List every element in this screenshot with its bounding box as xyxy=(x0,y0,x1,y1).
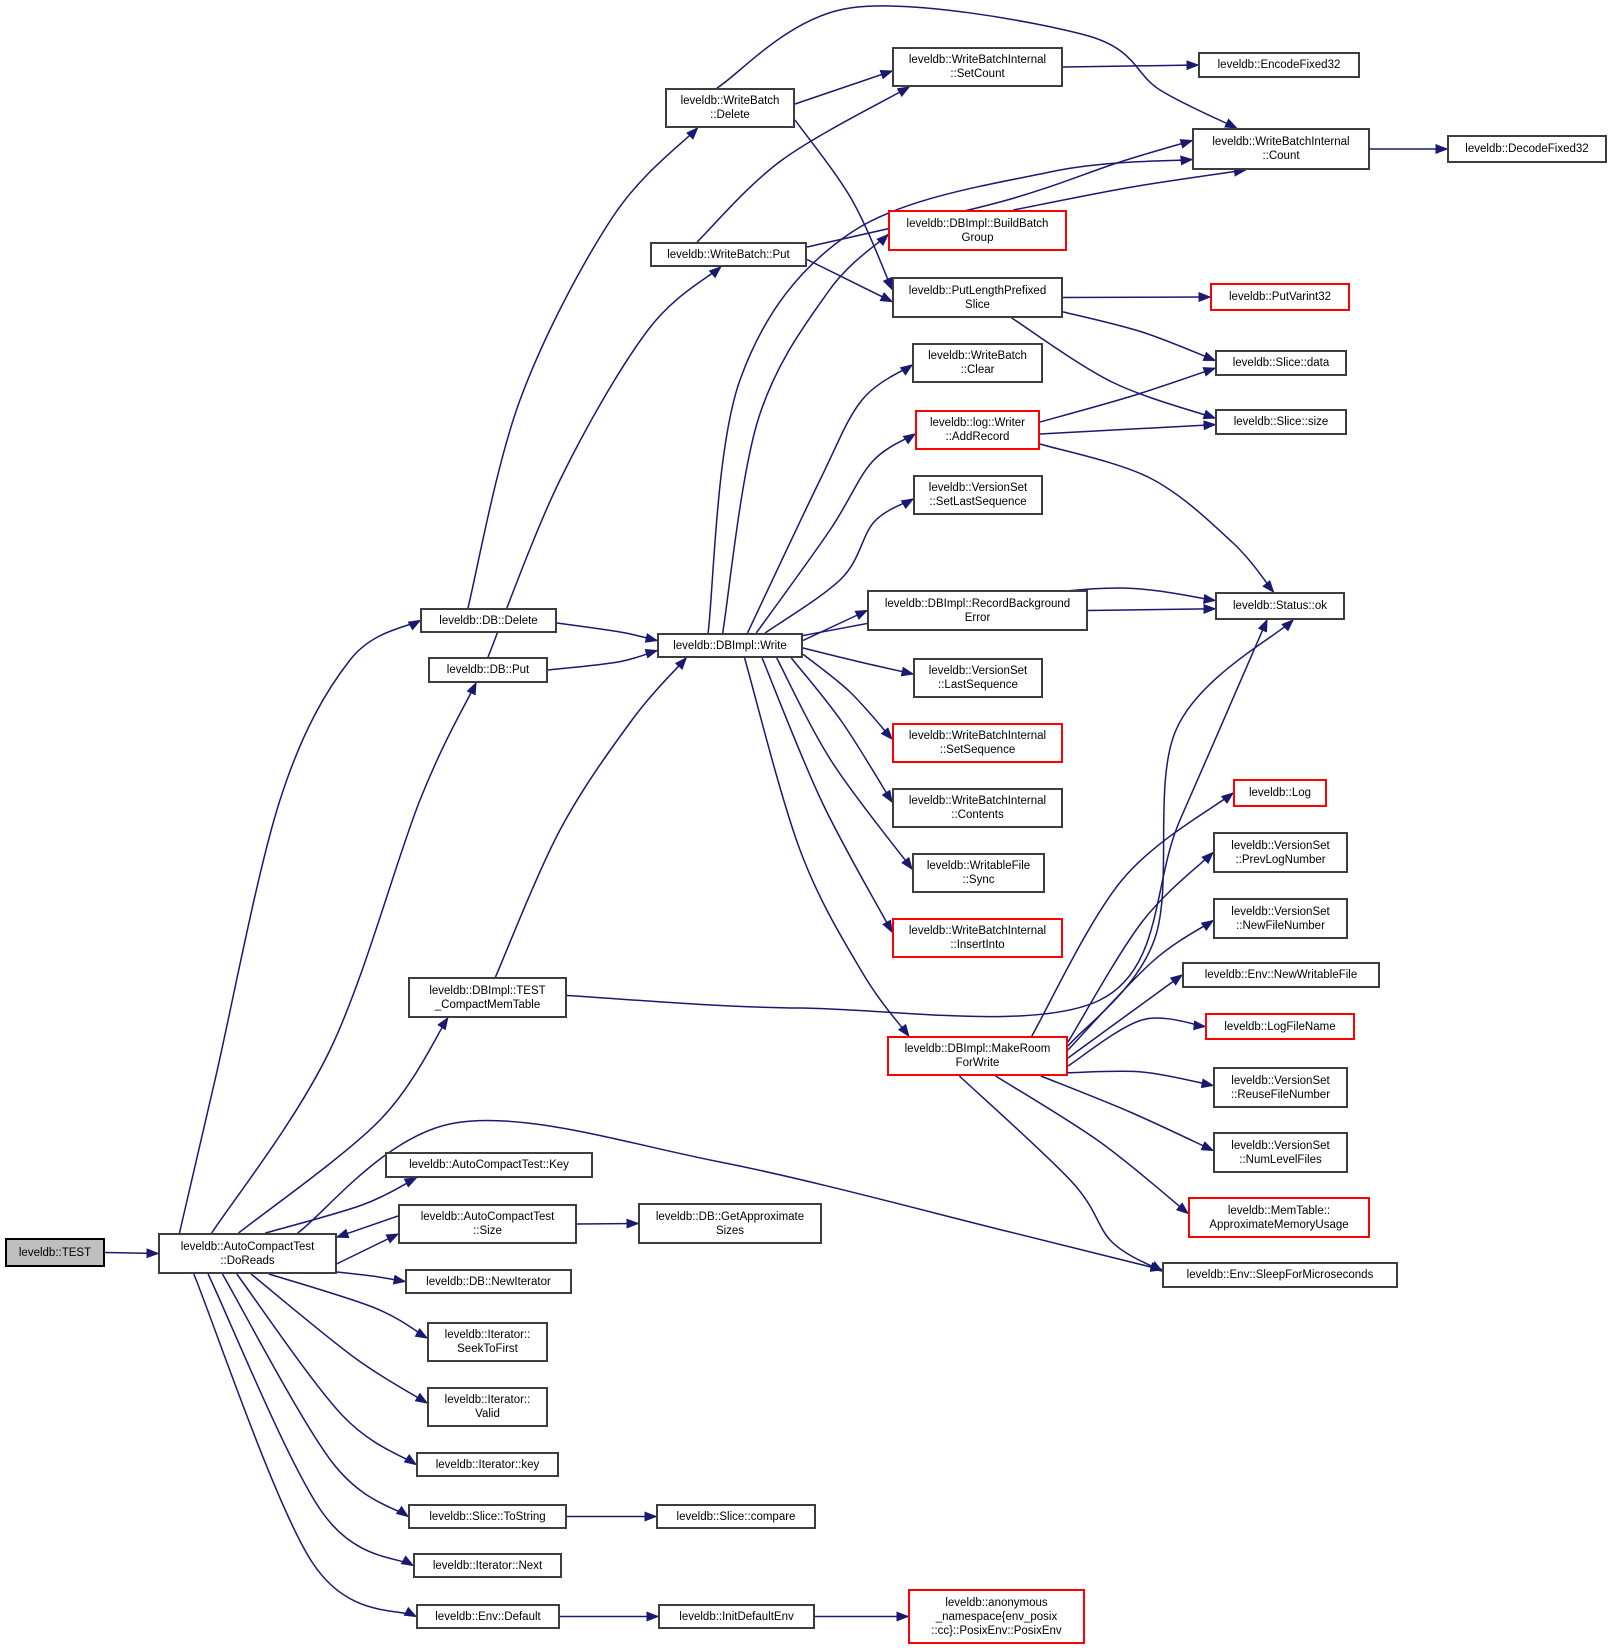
edge-put_length-to-put_varint32 xyxy=(1063,297,1210,298)
graph-node-make-room[interactable] xyxy=(887,1036,1068,1076)
graph-node-add-record[interactable] xyxy=(915,410,1040,450)
graph-node-label: ::Contents xyxy=(951,809,1004,821)
graph-node-label: ::NewFileNumber xyxy=(1236,919,1325,932)
edge-do_reads-to-valid xyxy=(251,1274,427,1403)
edge-make_room-to-reuse_file_num xyxy=(1068,1071,1213,1085)
graph-node-label: leveldb::DBImpl::MakeRoom xyxy=(904,1043,1051,1055)
graph-node-label: leveldb::AutoCompactTest xyxy=(420,1211,555,1223)
graph-node-wb-delete[interactable] xyxy=(665,88,795,128)
graph-node-label: Error xyxy=(964,611,991,624)
graph-node-approx-mem[interactable] xyxy=(1188,1197,1370,1238)
edge-make_room-to-prev_log xyxy=(1068,853,1213,1043)
graph-node-label: leveldb::TEST xyxy=(18,1246,92,1259)
graph-node-label: Sizes xyxy=(715,1224,745,1237)
graph-node-next[interactable] xyxy=(413,1553,562,1578)
graph-node-label: leveldb::LogFileName xyxy=(1224,1020,1336,1033)
graph-node-env-default[interactable] xyxy=(416,1604,560,1629)
edge-size-to-do_reads xyxy=(337,1216,398,1237)
graph-node-key[interactable] xyxy=(385,1152,593,1178)
graph-node-set-sequence[interactable] xyxy=(892,723,1063,763)
graph-node-get-approx[interactable] xyxy=(638,1203,822,1244)
graph-node-label: ::AddRecord xyxy=(945,431,1010,443)
graph-node-last-seq[interactable] xyxy=(913,658,1043,698)
graph-node-sleep-micro[interactable] xyxy=(1162,1262,1398,1288)
edge-dbimpl_write-to-contents xyxy=(791,658,892,802)
graph-node-label: leveldb::Slice::size xyxy=(1233,416,1329,428)
graph-node-build-batch[interactable] xyxy=(888,210,1067,251)
graph-node-to-string[interactable] xyxy=(408,1504,567,1529)
edge-dbimpl_write-to-sync xyxy=(777,658,912,869)
graph-node-size[interactable] xyxy=(398,1204,577,1244)
graph-node-slice-compare[interactable] xyxy=(656,1504,816,1529)
graph-node-decode-fixed32[interactable] xyxy=(1447,135,1607,163)
graph-node-contents[interactable] xyxy=(892,788,1063,828)
edge-size-to-get_approx xyxy=(577,1224,638,1225)
graph-node-label: leveldb::VersionSet xyxy=(1231,905,1330,918)
graph-node-label: ::PrevLogNumber xyxy=(1235,853,1326,866)
edge-put_length-to-slice_data xyxy=(1063,312,1215,361)
graph-node-num-level-files[interactable] xyxy=(1213,1132,1348,1173)
graph-node-label: leveldb::DBImpl::RecordBackground xyxy=(884,597,1071,610)
graph-node-label: leveldb::WriteBatchInternal xyxy=(908,925,1047,937)
graph-node-dbimpl-write[interactable] xyxy=(657,633,803,658)
graph-node-label: leveldb::DB::GetApproximate xyxy=(655,1210,805,1223)
edge-make_room-to-num_level_files xyxy=(1041,1076,1213,1150)
edge-do_reads-to-size xyxy=(337,1234,398,1264)
edge-do_reads-to-next xyxy=(208,1274,413,1566)
graph-node-new-writable[interactable] xyxy=(1182,962,1380,988)
graph-node-label: leveldb::DBImpl::TEST xyxy=(429,984,546,997)
graph-node-encode-fixed32[interactable] xyxy=(1198,52,1360,78)
graph-node-label: leveldb::PutVarint32 xyxy=(1228,291,1332,303)
graph-node-label: ::Sync xyxy=(962,874,995,886)
graph-node-set-count[interactable] xyxy=(892,47,1063,87)
graph-node-label: Valid xyxy=(475,1408,500,1420)
graph-node-label: ::LastSequence xyxy=(938,679,1018,691)
graph-node-label: ::SetLastSequence xyxy=(929,496,1027,508)
graph-node-label: leveldb::AutoCompactTest xyxy=(180,1240,315,1253)
graph-node-label: ::Delete xyxy=(710,109,750,121)
graph-node-label: leveldb::DB::NewIterator xyxy=(426,1275,551,1288)
graph-node-label: leveldb::WriteBatch xyxy=(680,95,780,107)
graph-node-label: leveldb::Log xyxy=(1248,787,1312,799)
graph-node-label: ::SetSequence xyxy=(939,744,1016,756)
graph-node-count[interactable] xyxy=(1192,128,1370,170)
graph-node-status-ok[interactable] xyxy=(1215,592,1345,620)
edge-make_room-to-sleep_micro xyxy=(959,1076,1162,1271)
graph-node-label: leveldb::Status::ok xyxy=(1233,600,1327,612)
edge-dbimpl_write-to-build_batch xyxy=(723,235,888,633)
graph-node-new-file-num[interactable] xyxy=(1213,898,1348,939)
graph-node-label: leveldb::DB::Put xyxy=(446,664,530,676)
edge-do_reads-to-new_iterator xyxy=(337,1272,405,1282)
graph-node-db-delete[interactable] xyxy=(420,608,557,633)
graph-node-label: ::DoReads xyxy=(220,1254,275,1267)
graph-node-label: leveldb::VersionSet xyxy=(928,482,1028,494)
graph-node-label: leveldb::DB::Delete xyxy=(439,614,538,627)
graph-node-label: ::NumLevelFiles xyxy=(1239,1153,1322,1166)
edge-do_reads-to-db_put xyxy=(212,683,476,1233)
graph-node-slice-size[interactable] xyxy=(1215,409,1347,435)
edge-db_delete-to-wb_delete xyxy=(468,128,698,608)
graph-node-label: leveldb::PutLengthPrefixed xyxy=(908,284,1047,297)
edge-test_compact-to-dbimpl_write xyxy=(495,658,686,977)
graph-node-seek-to-first[interactable] xyxy=(427,1322,548,1362)
graph-node-record-bg-error[interactable] xyxy=(867,590,1088,631)
graph-node-label: leveldb::VersionSet xyxy=(1231,1139,1330,1152)
graph-node-label: leveldb::WriteBatchInternal xyxy=(908,730,1047,742)
edge-db_put-to-dbimpl_write xyxy=(548,651,657,671)
graph-node-do-reads[interactable] xyxy=(158,1233,337,1274)
graph-node-label: leveldb::DBImpl::Write xyxy=(673,639,787,652)
graph-node-test-compact[interactable] xyxy=(408,977,567,1018)
graph-node-label: leveldb::anonymous xyxy=(945,1596,1048,1609)
edge-add_record-to-slice_data xyxy=(1040,368,1215,422)
graph-node-label: leveldb::WriteBatchInternal xyxy=(908,795,1047,807)
graph-node-wb-put[interactable] xyxy=(650,242,807,267)
graph-node-init-default[interactable] xyxy=(658,1604,815,1629)
graph-node-label: leveldb::InitDefaultEnv xyxy=(679,1610,794,1623)
graph-node-valid[interactable] xyxy=(427,1387,548,1427)
graph-node-insert-into[interactable] xyxy=(892,918,1063,958)
graph-node-label: _namespace{env_posix xyxy=(935,1610,1058,1623)
graph-node-posix-env[interactable] xyxy=(908,1589,1085,1644)
graph-node-label: leveldb::AutoCompactTest::Key xyxy=(409,1159,569,1171)
graph-node-label: leveldb::VersionSet xyxy=(1231,1074,1330,1087)
graph-node-label: leveldb::log::Writer xyxy=(929,417,1026,429)
graph-node-label: leveldb::Slice::compare xyxy=(676,1510,796,1523)
graph-node-label: leveldb::DBImpl::BuildBatch xyxy=(906,217,1049,230)
graph-node-label: _CompactMemTable xyxy=(434,998,541,1011)
edge-set_count-to-encode_fixed32 xyxy=(1063,65,1198,67)
graph-node-test xyxy=(5,1238,105,1267)
graph-node-label: leveldb::Iterator::Next xyxy=(432,1559,543,1572)
graph-node-reuse-file-num[interactable] xyxy=(1213,1067,1348,1108)
graph-node-label: leveldb::MemTable:: xyxy=(1227,1204,1331,1217)
graph-node-label: leveldb::WriteBatchInternal xyxy=(908,54,1047,66)
edge-add_record-to-slice_size xyxy=(1040,425,1215,434)
graph-node-label: leveldb::VersionSet xyxy=(1231,839,1330,852)
graph-node-label: leveldb::Iterator:: xyxy=(444,1329,531,1341)
graph-node-label: leveldb::DecodeFixed32 xyxy=(1465,143,1589,155)
graph-node-put-varint32[interactable] xyxy=(1210,283,1350,311)
edge-make_room-to-log xyxy=(1032,793,1233,1036)
edge-dbimpl_write-to-last_seq xyxy=(803,648,913,674)
graph-node-label: leveldb::WritableFile xyxy=(926,860,1031,872)
graph-node-put-length[interactable] xyxy=(892,277,1063,318)
graph-node-label: leveldb::Env::NewWritableFile xyxy=(1204,969,1358,981)
graph-node-label: ::Clear xyxy=(960,364,995,376)
edge-db_put-to-wb_put xyxy=(488,267,721,657)
graph-node-label: ::Count xyxy=(1262,150,1300,162)
edge-make_room-to-new_writable xyxy=(1068,975,1182,1058)
edge-do_reads-to-seek_to_first xyxy=(269,1274,427,1338)
graph-node-db-put[interactable] xyxy=(428,657,548,683)
graph-node-label: ApproximateMemoryUsage xyxy=(1209,1218,1349,1231)
edge-add_record-to-status_ok xyxy=(1040,444,1274,592)
edge-test-to-do_reads xyxy=(105,1253,158,1254)
graph-node-label: ::cc}::PosixEnv::PosixEnv xyxy=(931,1624,1062,1637)
graph-node-log-file-name[interactable] xyxy=(1205,1013,1355,1040)
edge-dbimpl_write-to-make_room xyxy=(745,658,909,1036)
edge-do_reads-to-env_default xyxy=(194,1274,416,1617)
graph-node-label: leveldb::Slice::data xyxy=(1232,357,1330,369)
graph-node-label: leveldb::Iterator:: xyxy=(444,1394,531,1406)
graph-node-label: ::InsertInto xyxy=(950,939,1005,951)
edge-build_batch-to-count xyxy=(1013,170,1245,210)
edge-do_reads-to-test_compact xyxy=(239,1018,448,1233)
edge-wb_delete-to-put_length xyxy=(795,120,892,289)
edge-do_reads-to-key xyxy=(265,1178,416,1233)
edge-wb_put-to-put_length xyxy=(807,260,892,302)
edge-do_reads-to-iter_key xyxy=(237,1274,416,1465)
graph-node-sync[interactable] xyxy=(912,853,1045,893)
graph-node-label: leveldb::WriteBatch xyxy=(928,350,1027,362)
graph-node-label: leveldb::Env::Default xyxy=(435,1610,541,1623)
graph-node-label: leveldb::Env::SleepForMicroseconds xyxy=(1186,1269,1374,1281)
edge-db_delete-to-dbimpl_write xyxy=(557,623,657,641)
graph-node-label: ::ReuseFileNumber xyxy=(1230,1088,1331,1101)
edge-record_bg_error-to-status_ok xyxy=(1088,609,1215,611)
graph-node-label: leveldb::Iterator::key xyxy=(435,1458,540,1471)
graph-node-label: SeekToFirst xyxy=(457,1343,518,1355)
graph-node-label: leveldb::VersionSet xyxy=(928,665,1028,677)
graph-node-wb-clear[interactable] xyxy=(912,343,1043,383)
graph-node-label: Group xyxy=(961,231,994,244)
graph-node-label: leveldb::WriteBatchInternal xyxy=(1212,136,1350,148)
graph-node-label: Slice xyxy=(965,298,990,311)
graph-node-label: ForWrite xyxy=(955,1057,1000,1069)
graph-node-label: ::Size xyxy=(473,1225,502,1237)
graph-node-set-last-seq[interactable] xyxy=(913,475,1043,515)
graph-node-slice-data[interactable] xyxy=(1215,350,1347,376)
graph-node-iter-key[interactable] xyxy=(416,1452,559,1477)
edge-do_reads-to-db_delete xyxy=(179,621,420,1234)
graph-node-log[interactable] xyxy=(1233,779,1327,807)
graph-node-label: leveldb::Slice::ToString xyxy=(429,1510,546,1523)
edge-wb_delete-to-set_count xyxy=(795,71,892,104)
graph-node-label: leveldb::WriteBatch::Put xyxy=(667,248,790,261)
graph-node-label: leveldb::EncodeFixed32 xyxy=(1217,59,1341,71)
graph-node-prev-log[interactable] xyxy=(1213,832,1348,873)
graph-node-label: ::SetCount xyxy=(950,68,1005,80)
graph-node-new-iterator[interactable] xyxy=(405,1269,572,1294)
